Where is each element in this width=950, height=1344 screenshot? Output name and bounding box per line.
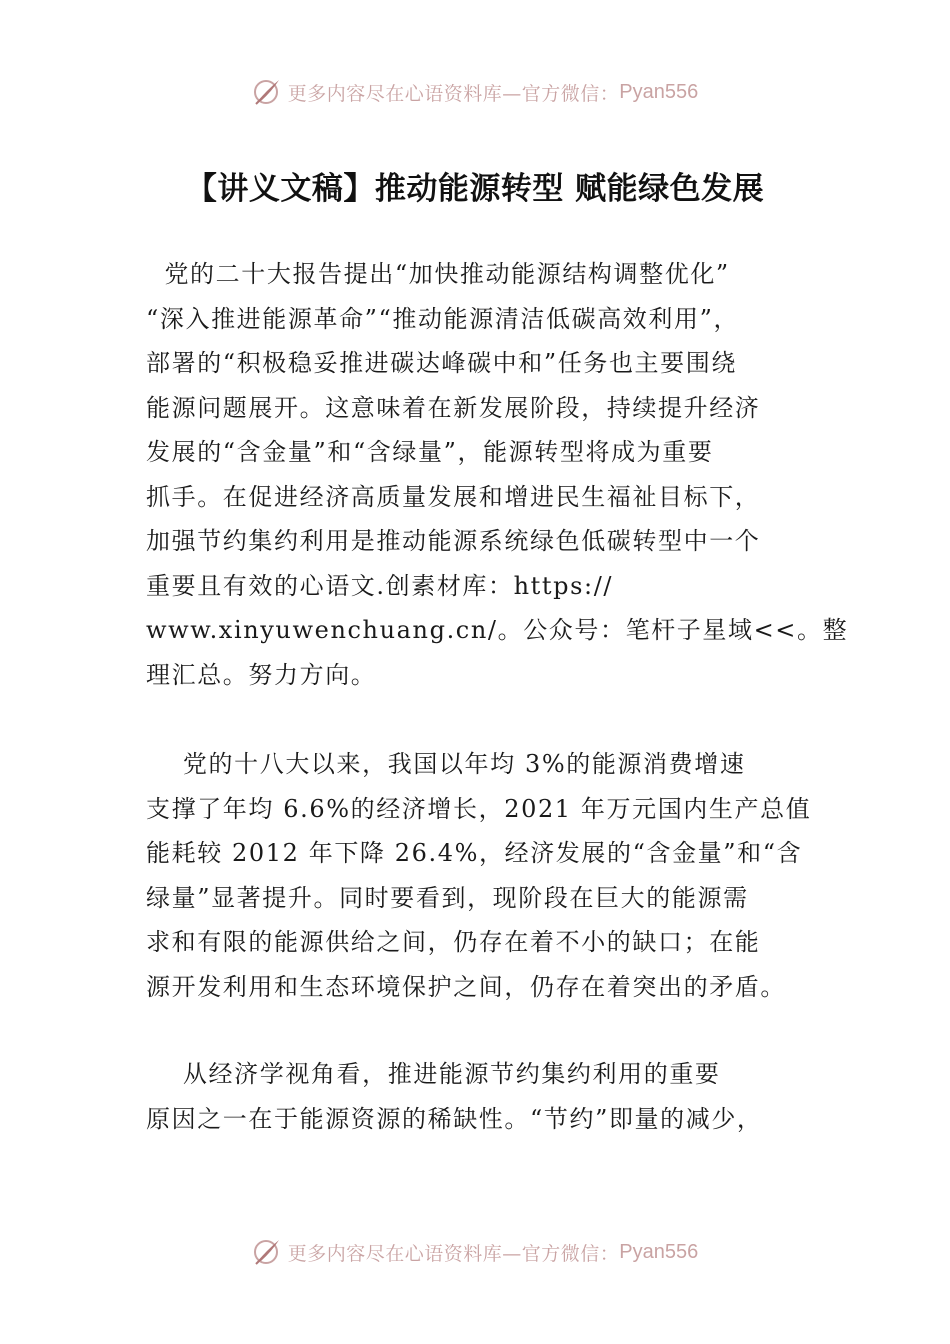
paragraph-3	[146, 1052, 826, 1141]
text-line: 加强节约集约利用是推动能源系统绿色低碳转型中一个	[146, 527, 761, 555]
watermark-text: 更多内容尽在心语资料库—官方微信：	[287, 82, 620, 105]
quill-logo-icon	[252, 1237, 282, 1267]
text-line: 重要且有效的心语文.创素材库：https://	[146, 571, 614, 600]
text-line: 党的二十大报告提出“加快推动能源结构调整优化”	[146, 260, 730, 288]
text-line: 部署的“积极稳妥推进碳达峰碳中和”任务也主要围绕	[146, 349, 737, 377]
header-watermark	[0, 72, 950, 112]
text-line: 能源问题展开。这意味着在新发展阶段，持续提升经济	[146, 393, 761, 422]
text-line: 绿量”显著提升。同时要看到，现阶段在巨大的能源需	[146, 883, 749, 912]
text-line: 发展的“含金量”和“含绿量”，能源转型将成为重要	[146, 438, 714, 466]
document-title: 【讲义文稿】推动能源转型 赋能绿色发展	[185, 171, 765, 207]
text-line: www.xinyuwenchuang.cn/。公众号：笔杆子星域<<。整	[146, 616, 849, 644]
text-line: 求和有限的能源供给之间，仍存在着不小的缺口；在能	[146, 928, 761, 956]
quill-logo-icon	[252, 77, 282, 107]
paragraph-1	[146, 252, 849, 697]
text-line: 支撑了年均 6.6%的经济增长，2021 年万元国内生产总值	[146, 794, 812, 823]
text-line: “深入推进能源革命”“推动能源清洁低碳高效利用”，	[146, 304, 740, 333]
watermark-id: Pyan556	[619, 1240, 699, 1263]
text-line: 从经济学视角看，推进能源节约集约利用的重要	[146, 1060, 721, 1088]
text-line: 能耗较 2012 年下降 26.4%，经济发展的“含金量”和“含	[146, 839, 803, 867]
text-line: 抓手。在促进经济高质量发展和增进民生福祉目标下，	[146, 482, 761, 511]
text-line: 源开发利用和生态环境保护之间，仍存在着突出的矛盾。	[146, 972, 786, 1001]
text-line: 理汇总。努力方向。	[146, 660, 377, 689]
text-line: 原因之一在于能源资源的稀缺性。“节约”即量的减少，	[146, 1104, 763, 1133]
watermark-text: 更多内容尽在心语资料库—官方微信：	[287, 1242, 620, 1265]
paragraph-2	[146, 742, 826, 1009]
footer-watermark	[0, 1232, 950, 1272]
watermark-id: Pyan556	[619, 80, 699, 103]
text-line: 党的十八大以来，我国以年均 3%的能源消费增速	[146, 750, 746, 778]
